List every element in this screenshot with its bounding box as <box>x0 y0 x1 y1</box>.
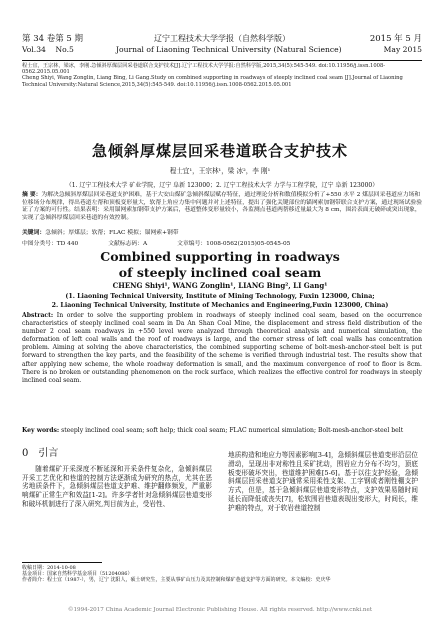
citation-block <box>22 63 422 88</box>
journal-header <box>22 34 422 60</box>
footnotes <box>22 565 422 584</box>
affiliation-cn: （1. 辽宁工程技术大学 矿业学院，辽宁 阜新 123000；2. 辽宁工程技术大学 力学与工程学院，辽宁 阜新 123000） <box>65 182 379 189</box>
keywords-en-text: steeply inclined coal seam; soft help; thick coal seam; FLAC numerical simulation; Bolt-mesh-anchor-steel belt <box>61 427 404 434</box>
keywords-cn <box>22 227 422 236</box>
keywords-en-label: Key words: <box>22 427 60 434</box>
authors-cn: 程士宜¹，王宗林¹，梁 冰²，李 刚¹ <box>169 167 271 175</box>
paper-title-en-text: Combined supporting in roadways of steeply inclined coal seam <box>100 249 340 280</box>
footnote-author-bio: 作者简介：程士宜（1987-），男，辽宁 沈阳人，硕士研究生，主要从事矿山压力及其控制和煤矿巷道支护等方面的研究。本文编校：史庆华 <box>22 577 331 584</box>
footnote-funding: 基金项目：国家自然科学基金项目（51204086） <box>22 571 133 578</box>
citation-en: Cheng Shiyi, Wang Zonglin, Liang Bing, Li Gang.Study on combined supporting in roadways of steeply inclined coal seam [J].Journal of Liaoning Technical University:Natural Science,2015,34(5):545-549. doi:10.11956/j.issn.1008-0562.2015.05.001 <box>22 75 403 88</box>
paper-title-cn: 急倾斜厚煤层回采巷道联合支护技术 <box>91 142 348 160</box>
article-number: 文章编号：1008-0562(2015)05-0545-05 <box>177 241 291 247</box>
body-text-right: 地质构造和地应力等因素影响[3-4]，急倾斜煤层巷道变形沿层位滑动，呈现出非对称性且采矿扰动，围岩应力分布不均匀，顶底板变形破坏突出，巷道维护困难[5-6]。基于以往支护经验，急倾斜煤层回采巷道支护通常采用柔性支架、工字钢或者刚性棚支护方式，但是，基于急倾斜煤层巷道变形特点，支护效果易随时间延长而降低或丧失[7]，松软围岩巷道表现出变形大，时间长，维护难的特点，对于软岩巷道控制 <box>228 451 418 512</box>
section-heading <box>22 450 212 459</box>
abstract-cn-text: 为解决急倾斜厚煤层回采巷道支护困难，基于大安山煤矿急倾斜煤层赋存特征，通过理论分析和数值模拟分析了+550 水平 2 煤层回采巷道应力场和位移场分布规律，得出巷道左帮和顶板变形量大，软帮上角应力集中问题并对上述特征，提出了强化关键部位的锚网索加钢带联合支护方案，通过现场试验验证了方案的可行性。结果表明：采用锚网索加钢带支护方案后，巷道整体变形量较小，各监测点巷道两帮移近量最大为 8 cm，围岩表面无破碎或突出现象，实现了急倾斜厚煤层回采巷道的有效控制。 <box>22 192 422 221</box>
footnote-rule <box>22 562 102 563</box>
authors-en: CHENG Shiyi¹, WANG Zonglin¹, LIANG Bing², LI Gang¹ <box>112 281 328 290</box>
citation-cn: 程士宜，王宗林，梁冰，李刚.急倾斜厚煤层回采巷道联合支护技术[J].辽宁工程技术大学学报:自然科学版,2015,34(5):545-549. doi:10.11956/j.issn.1008-0562.2015.05.001 <box>22 63 386 76</box>
document-code: 文献标志码：A <box>108 241 148 247</box>
body-column-left <box>22 447 212 509</box>
date-cn: 2015 年 5 月 <box>369 34 422 44</box>
paper-title-en <box>0 249 440 281</box>
volume-cn: 第 34 卷第 5 期 <box>22 34 84 44</box>
journal-name-en: Journal of Liaoning Technical University (Natural Science) <box>115 45 342 54</box>
body-text-left: 随着煤矿开采深度不断延深和开采条件复杂化，急倾斜煤层开采工艺优化和巷道的控制方法逐渐成为研究的热点，尤其在恶劣地质条件下，急倾斜煤层巷道支护难、维护翻修频发，严重影响煤矿正常生产和效益[1-2]。许多学者针对急倾斜煤层巷道变形和破坏机制进行了深入研究,判目前为止，受岩性、 <box>22 464 212 508</box>
affiliation-en-1: (1. Liaoning Technical University, Institute of Mining Technology, Fuxin 123000, China; <box>65 293 375 300</box>
keywords-cn-text: 急倾斜；厚煤层；软帮；FLAC 模拟；锚网索+钢带 <box>45 230 179 236</box>
affiliation-en-2: 2. Liaoning Technical University, Institute of Mechanics and Engineering,Fuxin 123000, China) <box>51 302 389 309</box>
copyright-line: ©1994-2017 China Academic Journal Electronic Publishing House. All rights reserved. http://www.cnki.net <box>67 607 373 613</box>
volume-en: Vol.34 No.5 <box>22 45 74 54</box>
abstract-en <box>22 312 422 385</box>
section-number: 0 <box>22 448 29 459</box>
header-rule <box>22 60 422 61</box>
classification-row <box>22 238 422 247</box>
affiliation-en <box>0 292 440 310</box>
footnote-received: 收稿日期：2014-10-08 <box>22 565 76 571</box>
section-title: 引言 <box>38 448 59 459</box>
keywords-en <box>22 427 422 435</box>
class-number: 中图分类号：TD 440 <box>22 241 79 247</box>
abstract-cn-label: 摘 要： <box>22 192 42 198</box>
body-column-right <box>228 451 418 513</box>
abstract-cn <box>22 192 422 222</box>
abstract-en-label: Abstract: <box>22 312 54 319</box>
date-en: May 2015 <box>383 45 422 54</box>
keywords-cn-label: 关键词： <box>22 230 46 236</box>
abstract-en-text: In order to solve the supporting problem in roadways of steeply inclined coal seam, based on the occurrence characteristics of steeply inclined coal seam in Da An Shan Coal Mine, the displacement and stress field distribution of the number 2 coal seam roadways in +550 level were analyzed through theoretical analysis and numerical simulation, the deformation of left coal walls and the roof of roadways is large, and the corner stress of left coal walls has concentration problem. Aiming at solving the above characteristics, the combined supporting scheme of bolt-mesh-anchor-steel belt is put forward to strengthen the key parts, and the feasibility of the scheme is verified through industrial test. The results show that after applying new scheme, the whole roadway deformation is small, and the maximum convergence of roof to floor is 8cm. There is no broken or outstanding phenomenon on the rock surface, which realizes the effective control for roadways in steeply inclined coal seam. <box>22 312 422 384</box>
journal-name-cn: 辽宁工程技术大学学报（自然科学版） <box>154 34 290 43</box>
